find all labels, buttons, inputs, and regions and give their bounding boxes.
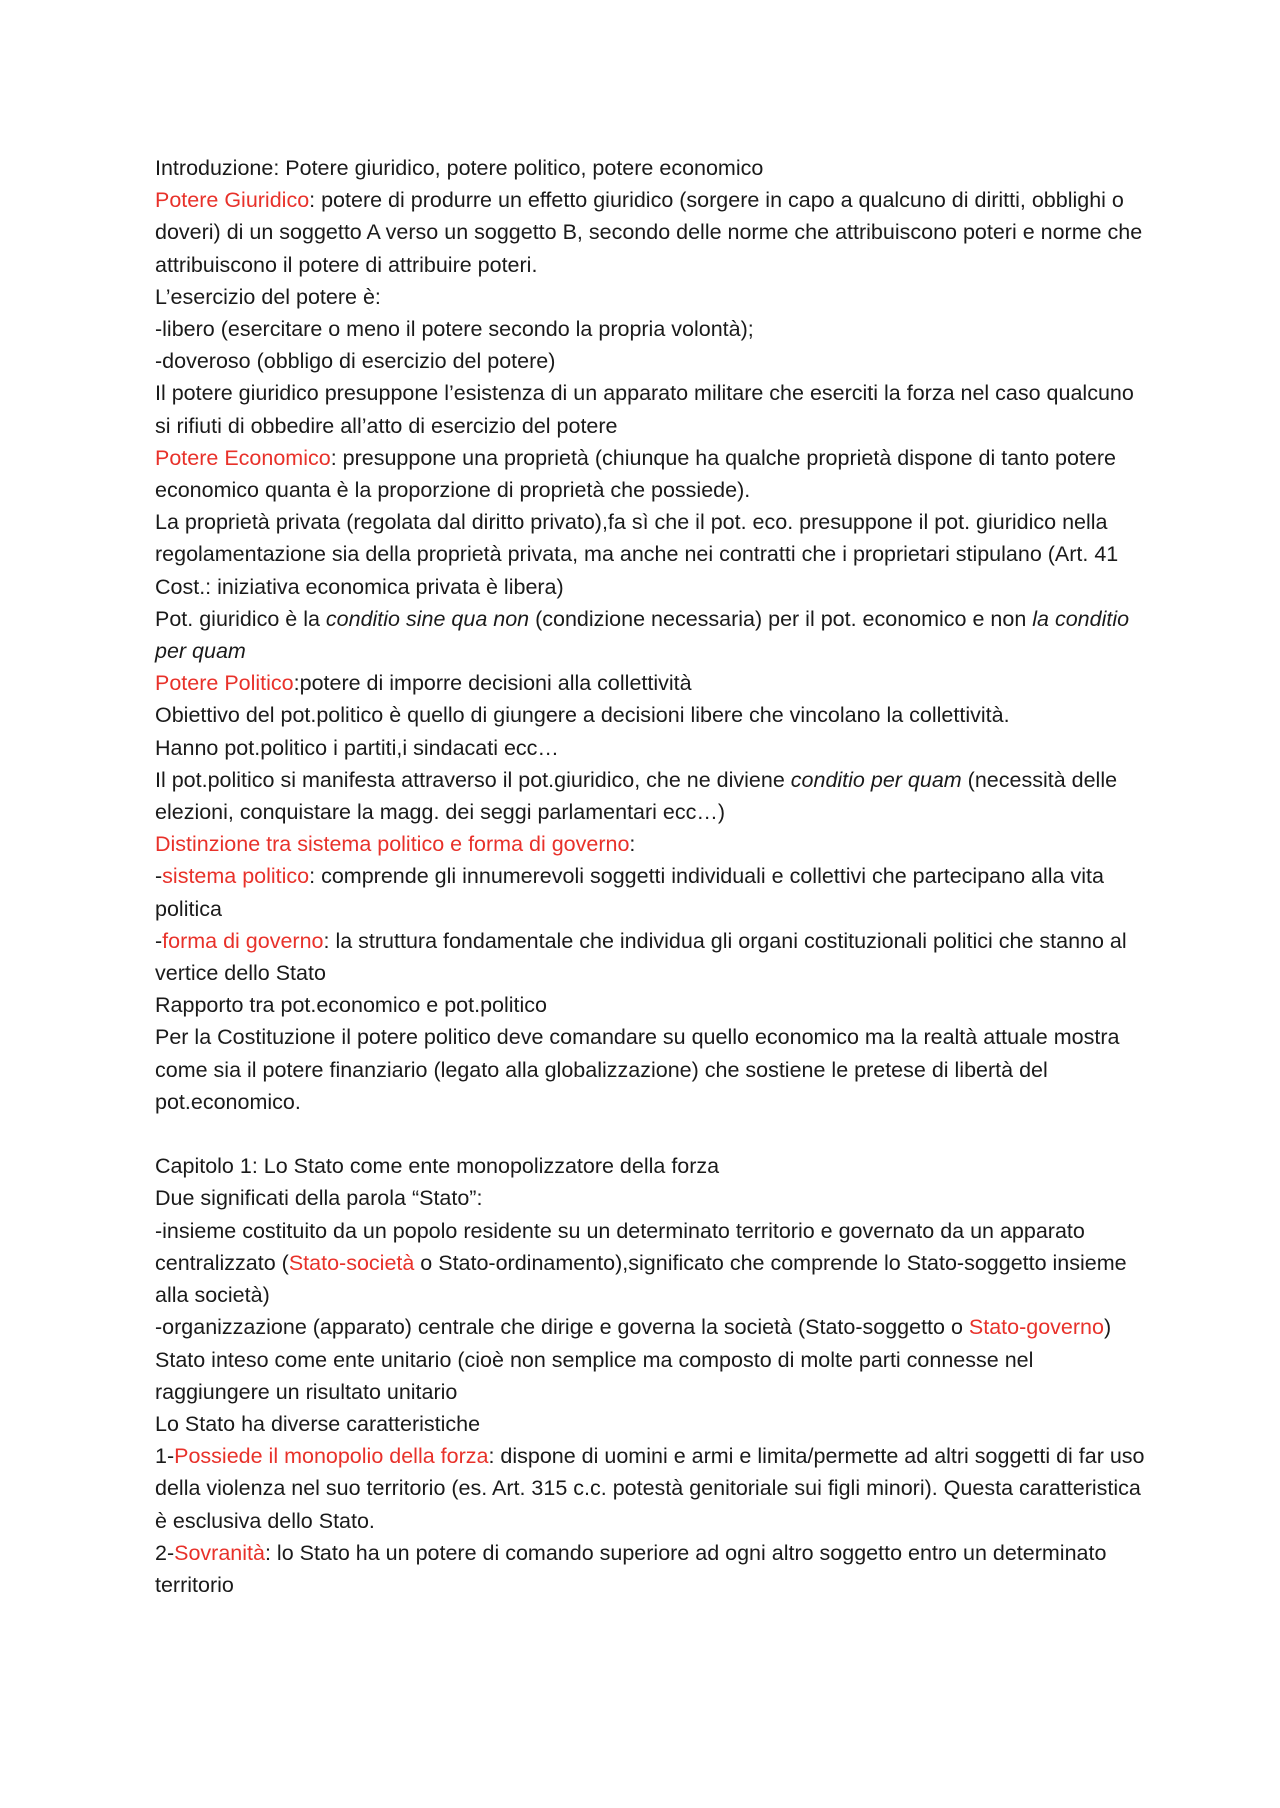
- text-line: Rapporto tra pot.economico e pot.politico: [155, 993, 548, 1018]
- term-stato-governo: Stato-governo: [968, 1315, 1104, 1340]
- intro-heading: Introduzione: Potere giuridico, potere politico, potere economico: [155, 156, 764, 180]
- text-span: -organizzazione (apparato) centrale che dirige e governa la società (Stato-soggetto o: [155, 1315, 969, 1340]
- section-distinzione: [155, 828, 1145, 860]
- term-stato-societa: Stato-società: [288, 1250, 415, 1275]
- text-paragraph: Per la Costituzione il potere politico deve comandare su quello economico ma la realtà attuale mostra come sia il potere finanziario (legato alla globalizzazione) che sostiene le pretese di libertà del pot.economico.: [155, 1025, 1120, 1114]
- list-item: [155, 1537, 1145, 1601]
- text-paragraph: [155, 764, 1145, 828]
- text-span: 1-: [155, 1444, 175, 1469]
- text-span: o Stato-ordinamento),significato che comprende lo Stato-soggetto insieme alla società): [155, 1250, 1127, 1308]
- term-potere-giuridico: Potere Giuridico: [155, 188, 310, 213]
- text-line: Hanno pot.politico i partiti,i sindacati ecc…: [155, 735, 559, 760]
- text-span: : lo Stato ha un potere di comando superiore ad ogni altro soggetto entro un determinato territorio: [155, 1540, 1107, 1597]
- text-paragraph: La proprietà privata (regolata dal diritto privato),fa sì che il pot. eco. presuppone il pot. giuridico nella regolamentazione sia della proprietà privata, ma anche nei contratti che i proprietari stipulano (Art. 41 Cost.: iniziativa economica privata è libera): [155, 510, 1119, 599]
- text-span: 2-: [155, 1540, 175, 1565]
- text-span: Pot. giuridico è la: [155, 606, 326, 631]
- term-forma-di-governo: forma di governo: [162, 928, 324, 953]
- italic-term: conditio sine qua non: [325, 606, 530, 631]
- text-line: Lo Stato ha diverse caratteristiche: [155, 1411, 481, 1436]
- list-item: [155, 1311, 1145, 1343]
- text-span: : la struttura fondamentale che individua gli organi costituzionali politici che stanno al vertice dello Stato: [155, 928, 1127, 986]
- term-potere-politico: Potere Politico: [155, 671, 294, 696]
- paragraph-potere-economico: [155, 442, 1145, 506]
- text-paragraph: Obiettivo del pot.politico è quello di giungere a decisioni libere che vincolano la collettività.: [155, 703, 1010, 728]
- italic-term: la conditio per quam: [155, 606, 1130, 664]
- definition-text: : presuppone una proprietà (chiunque ha qualche proprietà dispone di tanto potere economico quanta è la proporzione di proprietà che possiede).: [155, 445, 1117, 503]
- list-item: -libero (esercitare o meno il potere secondo la propria volontà);: [155, 317, 754, 342]
- text-span: (condizione necessaria) per il pot. economico e non: [529, 606, 1033, 631]
- text-paragraph: [155, 603, 1145, 667]
- text-span: : comprende gli innumerevoli soggetti individuali e collettivi che partecipano alla vita politica: [155, 864, 1104, 921]
- text-span: : dispone di uomini e armi e limita/permette ad altri soggetti di far uso della violenza nel suo territorio (es. Art. 315 c.c. potestà genitoriale sui figli minori). Questa caratteristica è esclusiva dello Stato.: [155, 1444, 1145, 1533]
- chapter-heading: Capitolo 1: Lo Stato come ente monopolizzatore della forza: [155, 1154, 720, 1179]
- list-item: [155, 860, 1145, 924]
- text-span: (necessità delle elezioni, conquistare la magg. dei seggi parlamentari ecc…): [155, 767, 1118, 825]
- text-span: -: [155, 928, 163, 953]
- text-paragraph: Stato inteso come ente unitario (cioè non semplice ma composto di molte parti connesse nel raggiungere un risultato unitario: [155, 1347, 1034, 1404]
- list-item: [155, 1440, 1145, 1537]
- term-distinzione: Distinzione tra sistema politico e forma di governo: [155, 832, 630, 857]
- text-span: -insieme costituito da un popolo residente su un determinato territorio e governato da un apparato centralizzato (: [155, 1218, 1085, 1275]
- document-body: [155, 152, 1145, 1601]
- text-line: L’esercizio del potere è:: [155, 284, 381, 309]
- definition-text: :potere di imporre decisioni alla collettività: [293, 671, 692, 696]
- text-span: :: [629, 832, 636, 857]
- list-item: [155, 925, 1145, 989]
- term-sovranita: Sovranità: [174, 1540, 265, 1565]
- paragraph-potere-politico: [155, 667, 1145, 699]
- paragraph-potere-giuridico: [155, 184, 1145, 281]
- text-span: -: [155, 864, 163, 889]
- term-potere-economico: Potere Economico: [155, 445, 331, 470]
- text-line: Due significati della parola “Stato”:: [155, 1186, 483, 1211]
- term-sistema-politico: sistema politico: [162, 864, 310, 889]
- definition-text: : potere di produrre un effetto giuridico (sorgere in capo a qualcuno di diritti, obblighi o doveri) di un soggetto A verso un soggetto B, secondo delle norme che attribuiscono poteri e norme che attribuiscono il potere di attribuire poteri.: [155, 188, 1143, 277]
- list-item: [155, 1215, 1145, 1312]
- list-item: -doveroso (obbligo di esercizio del potere): [155, 349, 556, 374]
- text-span: ): [1103, 1315, 1112, 1340]
- term-monopolio-forza: Possiede il monopolio della forza: [174, 1444, 489, 1469]
- italic-term: conditio per quam: [790, 767, 962, 792]
- blank-line: [155, 1118, 1145, 1150]
- text-paragraph: Il potere giuridico presuppone l’esistenza di un apparato militare che eserciti la forza nel caso qualcuno si rifiuti di obbedire all’atto di esercizio del potere: [155, 381, 1134, 438]
- text-span: Il pot.politico si manifesta attraverso il pot.giuridico, che ne diviene: [155, 767, 791, 792]
